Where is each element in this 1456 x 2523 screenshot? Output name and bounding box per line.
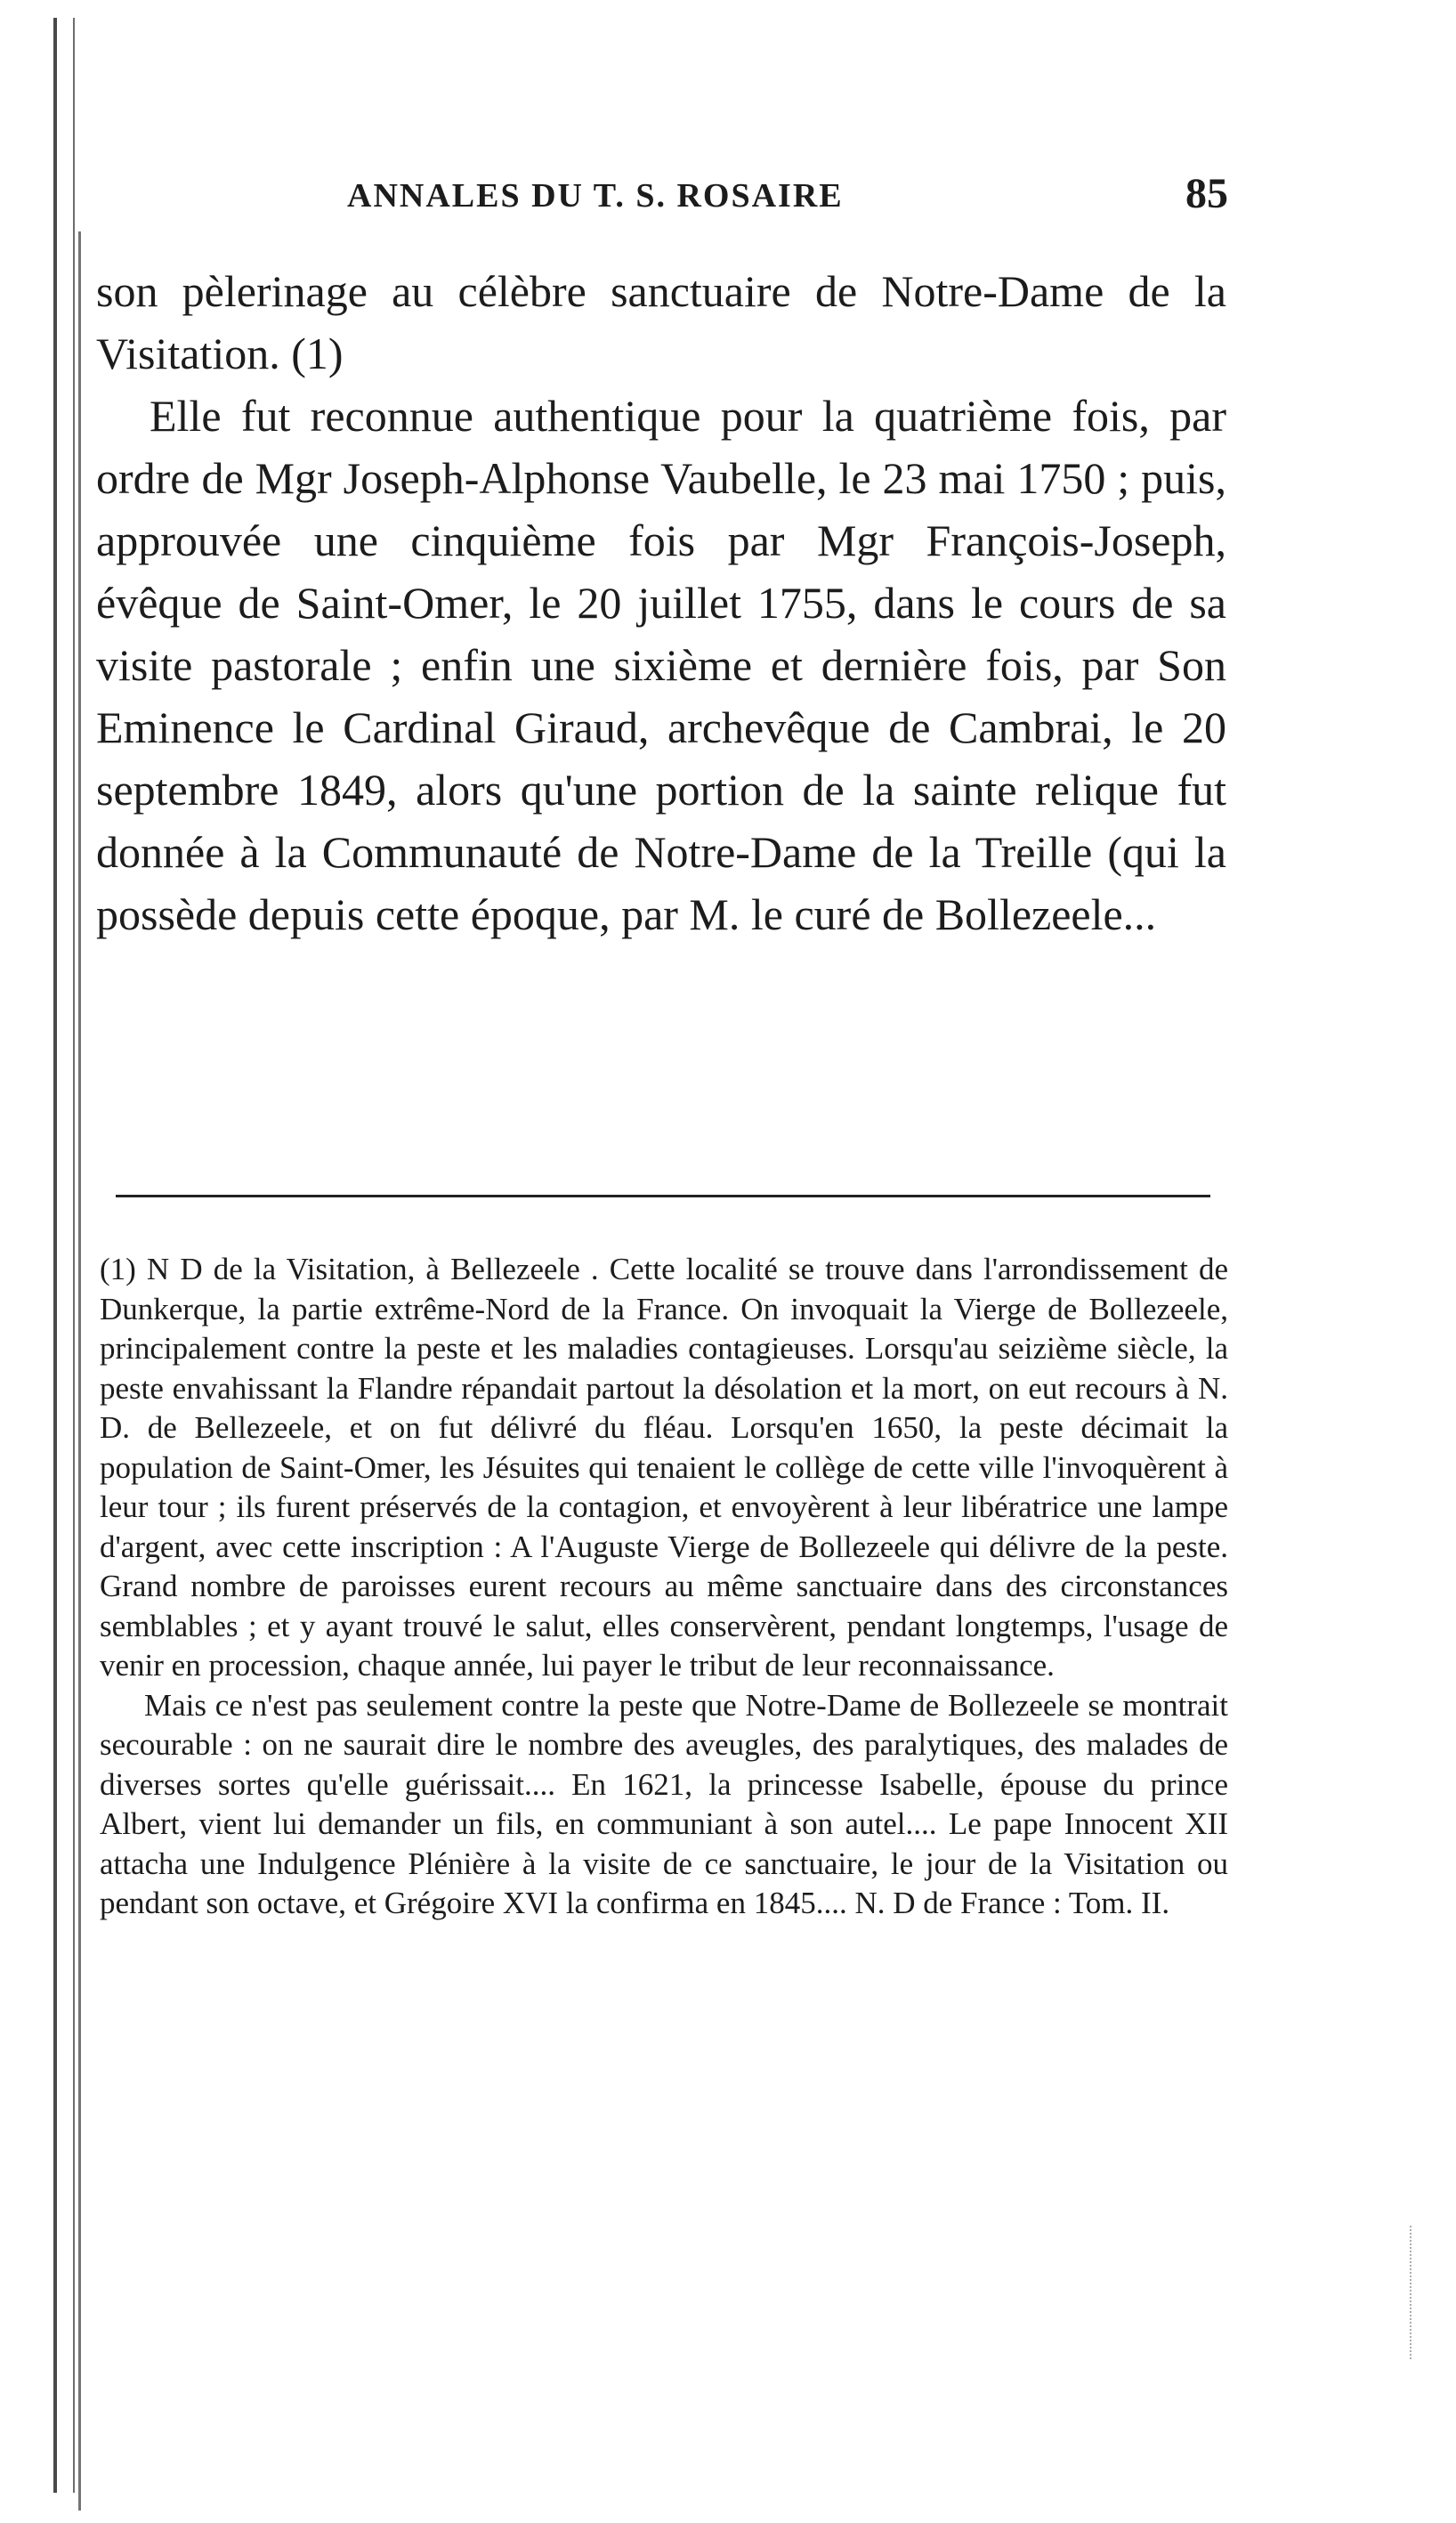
margin-mark <box>1410 2226 1429 2359</box>
page-binding-shadow <box>78 231 81 2511</box>
footnote-paragraph: Mais ce n'est pas seulement contre la peste que Notre-Dame de Bollezeele se montrait secourable : on ne saurait dire le nombre des aveugles, des paralytiques, des malades de diverses sortes qu'elle guérissait.... En 1621, la princesse Isabelle, épouse du prince Albert, vient lui demander un fils, en communiant à son autel.... Le pape Innocent XII attacha une Indulgence Plénière à la visite de ce sanctuaire, le jour de la Visitation ou pendant son octave, et Grégoire XVI la confirma en 1845.... N. D de France : Tom. II. <box>100 1687 1228 1920</box>
body-paragraph: son pèlerinage au célèbre sanctuaire de Notre-Dame de la Visitation. (1) <box>96 266 1226 378</box>
page-number: 85 <box>1185 170 1228 217</box>
body-paragraph: Elle fut reconnue authentique pour la quatrième fois, par ordre de Mgr Joseph-Alphonse Vaubelle, le 23 mai 1750 ; puis, approuvée une cinquième fois par Mgr François-Joseph, évêque de Saint-Omer, le 20 juillet 1755, dans le cours de sa visite pastorale ; enfin une sixième et dernière fois, par Son Eminence le Cardinal Giraud, archevêque de Cambrai, le 20 septembre 1849, alors qu'une portion de la sainte relique fut donnée à la Communauté de Notre-Dame de la Treille (qui la possède depuis cette époque, par M. le curé de Bollezeele... <box>96 391 1226 939</box>
running-title: ANNALES DU T. S. ROSAIRE <box>347 177 844 215</box>
footnotes <box>100 1250 1228 1924</box>
page-header <box>347 169 1237 223</box>
footnote-separator <box>116 1195 1210 1197</box>
footnote-paragraph: (1) N D de la Visitation, à Bellezeele . Cette localité se trouve dans l'arrondissement de Dunkerque, la partie extrême-Nord de la France. On invoquait la Vierge de Bollezeele, principalement contre la peste et les maladies contagieuses. Lorsqu'au seizième siècle, la peste envahissant la Flandre répandait partout la désolation et la mort, on eut recours à N. D. de Bellezeele, et on fut délivré du fléau. Lorsqu'en 1650, la peste décimait la population de Saint-Omer, les Jésuites qui tenaient le collège de cette ville l'invoquèrent à leur tour ; ils furent préservés de la contagion, et envoyèrent à leur libératrice une lampe d'argent, avec cette inscription : A l'Auguste Vierge de Bollezeele qui délivre de la peste. Grand nombre de paroisses eurent recours au même sanctuaire dans des circonstances semblables ; et y ayant trouvé le salut, elles conservèrent, pendant longtemps, l'usage de venir en procession, chaque année, lui payer le tribut de leur reconnaissance. <box>100 1252 1228 1683</box>
page-binding-edge <box>53 18 75 2493</box>
main-text <box>96 260 1226 945</box>
